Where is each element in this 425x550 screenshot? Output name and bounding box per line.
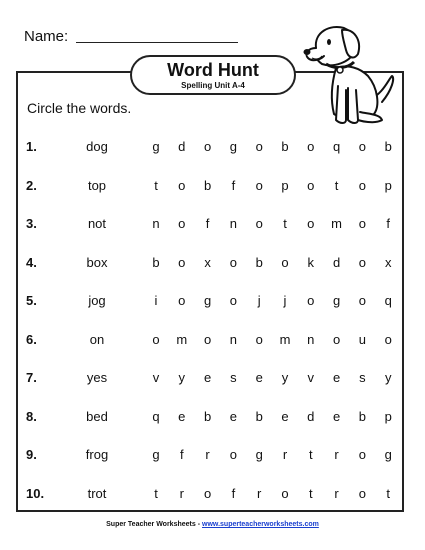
letter-cell[interactable]: t [154,177,158,193]
letter-cell[interactable]: o [358,293,366,308]
letter-cell[interactable]: k [307,254,315,270]
letter-cell[interactable]: t [386,485,390,501]
letter-cell[interactable]: g [152,139,160,154]
letter-cell[interactable]: e [332,408,341,424]
letter-cell[interactable]: e [332,370,341,385]
row-number: 8. [26,408,37,424]
target-word: frog [85,447,109,462]
letter-cell[interactable]: b [203,408,212,424]
letter-cell[interactable]: n [152,216,160,231]
letter-cell[interactable]: d [307,408,315,424]
letter-cell[interactable]: o [358,485,366,501]
target-word: jog [88,293,106,308]
letter-cell[interactable]: e [203,370,212,385]
letter-cell[interactable]: b [281,139,289,154]
word-row [0,255,425,275]
letter-cell[interactable]: m [279,331,291,347]
row-number: 2. [26,177,37,193]
word-row [0,370,425,390]
letter-cell[interactable]: p [281,177,289,193]
worksheet-frame [16,71,404,512]
target-word: not [87,216,107,231]
letter-cell[interactable]: p [384,408,392,424]
letter-cell[interactable]: o [229,447,237,462]
letter-cell[interactable]: o [358,177,366,193]
letter-cell[interactable]: r [179,485,184,501]
name-label: Name: [24,28,69,45]
word-row [0,486,425,506]
word-row [0,216,425,236]
word-row [0,447,425,467]
letter-cell[interactable]: o [358,216,366,231]
word-row [0,293,425,313]
target-word: bed [86,408,108,424]
letter-cell[interactable]: n [229,331,237,347]
letter-cell[interactable]: o [358,447,366,462]
row-number: 5. [26,293,37,308]
letter-cell[interactable]: b [384,139,392,154]
letter-cell[interactable]: b [203,177,212,193]
letter-cell[interactable]: o [281,254,289,270]
title-banner [130,55,296,95]
letter-cell[interactable]: f [386,216,390,231]
letter-cell[interactable]: b [152,254,160,270]
letter-cell[interactable]: j [257,293,261,308]
letter-cell[interactable]: t [283,216,287,231]
letter-cell[interactable]: t [308,485,313,501]
letter-cell[interactable]: o [203,331,212,347]
word-row [0,178,425,198]
target-word: dog [86,139,108,154]
footer [0,521,425,528]
letter-cell[interactable]: e [178,408,186,424]
letter-cell[interactable]: q [384,293,392,308]
target-word: yes [86,370,108,385]
letter-cell[interactable]: b [358,408,366,424]
letter-cell[interactable]: r [282,447,288,462]
letter-cell[interactable]: q [152,408,160,424]
letter-cell[interactable]: g [255,447,263,462]
target-word: trot [87,485,107,501]
target-word: on [89,331,105,347]
target-word: top [87,177,107,193]
letter-cell[interactable]: t [154,485,158,501]
letter-cell[interactable]: u [358,331,366,347]
letter-cell[interactable]: o [229,254,237,270]
name-line [76,42,238,43]
letter-cell[interactable]: r [334,447,339,462]
letter-cell[interactable]: r [257,485,262,501]
letter-cell[interactable]: m [176,331,188,347]
letter-cell[interactable]: o [307,139,315,154]
row-number: 7. [26,370,37,385]
letter-cell[interactable]: o [255,139,263,154]
letter-cell[interactable]: r [334,485,339,501]
letter-cell[interactable]: v [307,370,315,385]
letter-cell[interactable]: t [308,447,313,462]
instructions: Circle the words. [27,100,132,116]
letter-cell[interactable]: o [255,216,263,231]
letter-cell[interactable]: y [384,370,392,385]
letter-cell[interactable]: n [229,216,237,231]
letter-cell[interactable]: o [152,331,160,347]
letter-cell[interactable]: o [358,139,366,154]
letter-cell[interactable]: b [255,408,263,424]
row-number: 3. [26,216,37,231]
page-subtitle: Spelling Unit A-4 [181,81,245,90]
page-title: Word Hunt [167,60,259,80]
letter-cell[interactable]: f [179,447,184,462]
letter-cell[interactable]: g [384,447,392,462]
letter-cell[interactable]: j [283,293,287,308]
letter-cell[interactable]: b [255,254,263,270]
letter-cell[interactable]: g [229,139,237,154]
letter-cell[interactable]: f [231,485,236,501]
dog-icon [296,18,402,130]
row-number: 1. [26,139,37,154]
letter-cell[interactable]: s [230,370,237,385]
letter-cell[interactable]: s [359,370,366,385]
footer-separator: - [197,521,201,528]
letter-cell[interactable]: g [203,293,212,308]
row-number: 10. [26,485,45,501]
letter-cell[interactable]: o [255,177,263,193]
letter-cell[interactable]: m [331,216,343,231]
letter-cell[interactable]: v [152,370,160,385]
letter-cell[interactable]: d [178,139,186,154]
letter-cell[interactable]: i [154,293,158,308]
letter-cell[interactable]: o [307,293,315,308]
letter-cell[interactable]: n [307,331,315,347]
letter-cell[interactable]: o [178,177,186,193]
letter-cell[interactable]: e [281,408,289,424]
row-number: 6. [26,331,37,347]
letter-cell[interactable]: o [307,177,315,193]
letter-cell[interactable]: x [204,254,211,270]
letter-cell[interactable]: p [384,177,392,193]
letter-cell[interactable]: o [203,139,212,154]
letter-cell[interactable]: o [281,485,289,501]
footer-url[interactable]: www.superteacherworksheets.com [202,521,319,528]
letter-cell[interactable]: g [332,293,341,308]
letter-cell[interactable]: o [178,216,186,231]
letter-cell[interactable]: o [358,254,366,270]
letter-cell[interactable]: o [384,331,392,347]
letter-cell[interactable]: f [231,177,236,193]
letter-cell[interactable]: o [255,331,263,347]
letter-cell[interactable]: f [205,216,210,231]
letter-cell[interactable]: g [152,447,160,462]
letter-cell[interactable]: y [178,370,186,385]
footer-brand: Super Teacher Worksheets [106,521,196,528]
letter-cell[interactable]: q [332,139,341,154]
letter-cell[interactable]: o [203,485,212,501]
target-word: box [86,254,108,270]
letter-cell[interactable]: r [205,447,210,462]
letter-cell[interactable]: t [334,177,339,193]
letter-cell[interactable]: e [255,370,263,385]
letter-cell[interactable]: y [281,370,289,385]
letter-cell[interactable]: o [229,293,237,308]
letter-cell[interactable]: e [229,408,237,424]
word-row [0,409,425,429]
letter-cell[interactable]: o [332,331,341,347]
word-row [0,139,425,159]
letter-cell[interactable]: o [307,216,315,231]
letter-cell[interactable]: o [178,293,186,308]
word-row [0,332,425,352]
letter-cell[interactable]: x [384,254,392,270]
row-number: 9. [26,447,37,462]
row-number: 4. [26,254,37,270]
letter-cell[interactable]: d [332,254,341,270]
letter-cell[interactable]: o [178,254,186,270]
